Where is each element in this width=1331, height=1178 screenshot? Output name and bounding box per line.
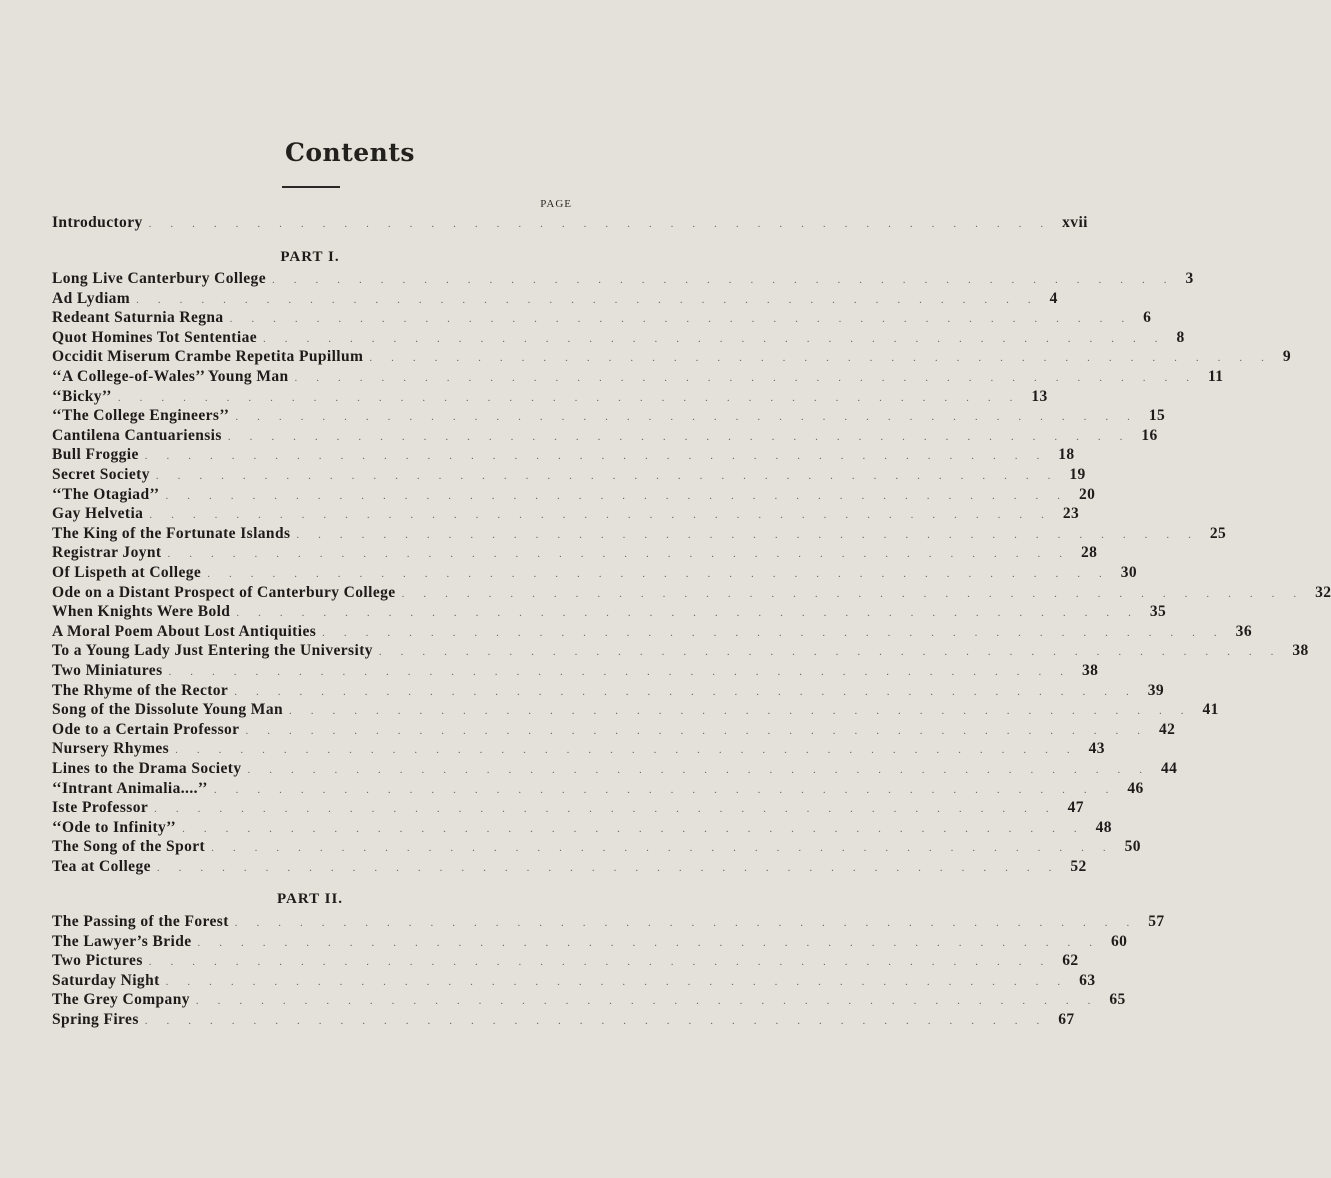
toc-entry bbox=[52, 564, 1137, 584]
entry-page: 50 bbox=[1124, 838, 1141, 856]
leader-dots: .......................................... bbox=[378, 646, 1293, 659]
leader-dots: .......................................... bbox=[165, 489, 1079, 502]
toc-entry bbox=[52, 407, 1166, 427]
entry-title: Nursery Rhymes bbox=[52, 740, 170, 758]
entry-page: 38 bbox=[1292, 642, 1309, 660]
part-heading: PART I. bbox=[280, 249, 340, 265]
toc-entry bbox=[52, 387, 1048, 408]
entry-title: Redeant Saturnia Regna bbox=[52, 309, 224, 327]
leader-dots: .......................................... bbox=[211, 842, 1125, 855]
entry-title: The King of the Fortunate Islands bbox=[52, 524, 291, 542]
entry-title: Introductory bbox=[52, 214, 143, 231]
leader-dots: .......................................... bbox=[148, 956, 1063, 969]
page-title: Contents bbox=[284, 138, 415, 167]
entry-title: The Song of the Sport bbox=[52, 838, 206, 856]
leader-dots: .......................................... bbox=[156, 862, 1071, 874]
entry-page: 23 bbox=[1062, 505, 1080, 523]
leader-dots: .......................................... bbox=[175, 744, 1089, 757]
toc-entry bbox=[52, 858, 1087, 878]
entry-page: 16 bbox=[1141, 426, 1158, 444]
entry-title: Long Live Canterbury College bbox=[52, 270, 266, 287]
leader-dots: .......................................... bbox=[136, 293, 1050, 306]
entry-page: 52 bbox=[1070, 858, 1087, 875]
leader-dots: .......................................... bbox=[144, 1015, 1059, 1027]
title-rule bbox=[282, 186, 340, 188]
entry-title: The Lawyer’s Bride bbox=[52, 932, 192, 950]
leader-dots: .......................................... bbox=[182, 822, 1096, 835]
entry-page: 65 bbox=[1109, 991, 1126, 1009]
toc-entry bbox=[52, 701, 1219, 721]
toc-entry bbox=[52, 289, 1058, 310]
toc-entry bbox=[52, 446, 1075, 466]
entry-page: 41 bbox=[1202, 701, 1219, 719]
entry-page: 36 bbox=[1235, 622, 1252, 640]
entry-page: 47 bbox=[1067, 799, 1084, 817]
toc-entry bbox=[52, 779, 1144, 800]
toc-entry bbox=[52, 328, 1185, 349]
entry-page: 60 bbox=[1111, 932, 1128, 950]
entry-title: ‘‘Ode to Infinity’’ bbox=[52, 818, 177, 836]
entry-page: 44 bbox=[1160, 760, 1178, 777]
leader-dots: .......................................... bbox=[234, 917, 1149, 929]
leader-dots: .......................................... bbox=[236, 607, 1150, 620]
page-column-label: PAGE bbox=[540, 198, 572, 210]
toc-entry bbox=[52, 799, 1084, 819]
entry-title: ‘‘The College Engineers’’ bbox=[52, 407, 230, 425]
toc-entry bbox=[52, 544, 1098, 564]
entry-title: Gay Helvetia bbox=[52, 505, 144, 523]
toc-entry bbox=[52, 583, 1331, 604]
entry-title: Ad Lydiam bbox=[52, 289, 131, 307]
toc-entry bbox=[52, 838, 1141, 858]
entry-page: 25 bbox=[1209, 524, 1227, 542]
leader-dots: .......................................... bbox=[154, 803, 1068, 816]
entry-title: Song of the Dissolute Young Man bbox=[52, 701, 284, 719]
entry-page: 9 bbox=[1282, 348, 1291, 366]
entry-page: xvii bbox=[1062, 214, 1088, 231]
toc-entry bbox=[52, 642, 1309, 662]
leader-dots: .......................................... bbox=[245, 724, 1159, 737]
leader-dots: .......................................... bbox=[149, 509, 1063, 522]
leader-dots: .......................................... bbox=[235, 411, 1149, 424]
entry-page: 32 bbox=[1315, 583, 1331, 601]
entry-title: ‘‘The Otagiad’’ bbox=[52, 485, 160, 503]
leader-dots: .......................................... bbox=[401, 587, 1316, 600]
leader-dots: .......................................... bbox=[289, 705, 1203, 718]
leader-dots: .......................................... bbox=[296, 528, 1210, 541]
entry-title: Two Pictures bbox=[52, 952, 143, 970]
leader-dots: .......................................... bbox=[197, 936, 1112, 949]
toc-entry bbox=[52, 524, 1227, 545]
leader-dots: .......................................... bbox=[168, 666, 1083, 678]
toc-entry bbox=[52, 622, 1252, 643]
entry-page: 35 bbox=[1149, 603, 1167, 621]
entry-page: 62 bbox=[1062, 952, 1079, 970]
leader-dots: .......................................... bbox=[263, 332, 1177, 345]
toc-entry bbox=[52, 662, 1099, 682]
entry-page: 15 bbox=[1148, 407, 1166, 425]
entry-title: The Rhyme of the Rector bbox=[52, 681, 229, 699]
entry-page: 67 bbox=[1058, 1011, 1075, 1028]
leader-dots: .......................................... bbox=[144, 450, 1059, 463]
toc-entry bbox=[52, 952, 1079, 972]
toc-entry bbox=[52, 505, 1080, 525]
leader-dots: .......................................... bbox=[117, 391, 1032, 404]
entry-page: 30 bbox=[1120, 564, 1137, 581]
entry-title: Bull Froggie bbox=[52, 446, 139, 464]
leader-dots: .......................................... bbox=[195, 995, 1110, 1008]
entry-page: 46 bbox=[1127, 779, 1144, 797]
entry-page: 20 bbox=[1078, 485, 1096, 503]
entry-page: 6 bbox=[1143, 309, 1152, 327]
entry-title: A Moral Poem About Lost Antiquities bbox=[52, 622, 317, 640]
leader-dots: .......................................... bbox=[322, 626, 1236, 639]
entry-page: 42 bbox=[1158, 720, 1176, 738]
entry-title: Lines to the Drama Society bbox=[52, 760, 242, 777]
entry-title: To a Young Lady Just Entering the University bbox=[52, 642, 373, 660]
toc-entry bbox=[52, 760, 1178, 780]
toc-entry bbox=[52, 932, 1128, 953]
entry-title: Quot Homines Tot Sententiae bbox=[52, 328, 257, 346]
toc-entry bbox=[52, 818, 1112, 839]
toc-entry bbox=[52, 348, 1291, 368]
entry-title: ‘‘A College-of-Wales’’ Young Man bbox=[52, 368, 289, 385]
leader-dots: .......................................... bbox=[294, 372, 1209, 384]
toc-entry bbox=[52, 309, 1152, 329]
entry-title: Tea at College bbox=[52, 858, 151, 875]
entry-title: Two Miniatures bbox=[52, 662, 163, 679]
leader-dots: .......................................... bbox=[155, 470, 1070, 482]
entry-page: 38 bbox=[1082, 662, 1099, 679]
entry-title: Registrar Joynt bbox=[52, 544, 162, 562]
entry-title: The Passing of the Forest bbox=[52, 913, 229, 930]
entry-page: 28 bbox=[1080, 544, 1098, 562]
toc-entry bbox=[52, 971, 1096, 992]
entry-title: When Knights Were Bold bbox=[52, 603, 231, 621]
toc-entry-introductory bbox=[52, 214, 1088, 234]
toc-entry bbox=[52, 1011, 1075, 1031]
toc-entry bbox=[52, 991, 1126, 1011]
leader-dots: .......................................... bbox=[369, 352, 1283, 365]
entry-page: 11 bbox=[1208, 368, 1224, 385]
entry-title: ‘‘Intrant Animalia....’’ bbox=[52, 779, 208, 797]
entry-page: 13 bbox=[1031, 387, 1048, 405]
entry-page: 4 bbox=[1049, 289, 1058, 307]
leader-dots: .......................................... bbox=[247, 764, 1161, 776]
entry-title: ‘‘Bicky’’ bbox=[52, 387, 112, 405]
entry-page: 19 bbox=[1069, 466, 1086, 483]
toc-entry bbox=[52, 466, 1086, 486]
toc-entry bbox=[52, 681, 1165, 702]
part-heading: PART II. bbox=[276, 891, 344, 907]
entry-page: 18 bbox=[1058, 446, 1075, 464]
entry-page: 39 bbox=[1147, 681, 1165, 699]
entry-title: Ode to a Certain Professor bbox=[52, 720, 240, 738]
leader-dots: .......................................... bbox=[165, 975, 1080, 988]
entry-title: The Grey Company bbox=[52, 991, 190, 1009]
leader-dots: .......................................... bbox=[227, 430, 1142, 443]
entry-page: 8 bbox=[1176, 328, 1185, 346]
entry-title: Of Lispeth at College bbox=[52, 564, 202, 581]
leader-dots: .......................................... bbox=[213, 783, 1128, 796]
leader-dots: .......................................... bbox=[234, 685, 1148, 698]
entry-title: Secret Society bbox=[52, 466, 150, 483]
entry-title: Ode on a Distant Prospect of Canterbury College bbox=[52, 583, 396, 601]
leader-dots: .......................................... bbox=[271, 274, 1186, 286]
entry-title: Iste Professor bbox=[52, 799, 149, 817]
toc-entry bbox=[52, 720, 1176, 741]
leader-dots: .......................................... bbox=[148, 218, 1063, 230]
entry-page: 63 bbox=[1079, 971, 1096, 989]
leader-dots: .......................................... bbox=[207, 568, 1121, 580]
entry-page: 3 bbox=[1185, 270, 1194, 287]
toc-entry bbox=[52, 913, 1165, 933]
toc-entry bbox=[52, 270, 1194, 290]
entry-page: 43 bbox=[1088, 740, 1105, 758]
entry-title: Cantilena Cantuariensis bbox=[52, 426, 222, 444]
leader-dots: .......................................... bbox=[229, 313, 1144, 326]
toc-entry bbox=[52, 740, 1105, 760]
entry-title: Occidit Miserum Crambe Repetita Pupillum bbox=[52, 348, 364, 366]
entry-title: Saturday Night bbox=[52, 971, 160, 989]
toc-entry bbox=[52, 426, 1158, 447]
toc-entry bbox=[52, 485, 1096, 506]
entry-page: 48 bbox=[1095, 818, 1112, 836]
entry-page: 57 bbox=[1148, 913, 1165, 930]
toc-entry bbox=[52, 603, 1167, 623]
leader-dots: .......................................... bbox=[167, 548, 1081, 561]
toc-entry bbox=[52, 368, 1224, 388]
entry-title: Spring Fires bbox=[52, 1011, 139, 1028]
